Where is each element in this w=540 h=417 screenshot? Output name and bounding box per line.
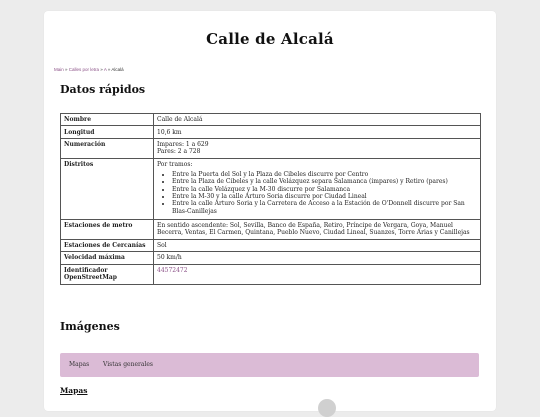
row-label: Identificador OpenStreetMap xyxy=(61,264,154,284)
row-value: Calle de Alcalá xyxy=(154,114,481,126)
table-row xyxy=(61,138,481,158)
row-label: Velocidad máxima xyxy=(61,252,154,264)
quick-facts-heading: Datos rápidos xyxy=(60,83,146,96)
scroll-to-top-button[interactable] xyxy=(318,399,336,417)
row-value xyxy=(154,264,481,284)
breadcrumb-separator: » xyxy=(99,67,104,72)
row-value xyxy=(154,138,481,158)
images-heading: Imágenes xyxy=(60,320,120,333)
odd-numbers: Impares: 1 a 629 xyxy=(157,141,209,149)
list-item: • Entre la calle Velázquez y la M-30 discurre por Salamanca xyxy=(172,186,477,193)
breadcrumb-current: Alcalá xyxy=(111,67,124,72)
row-label: Distritos xyxy=(61,158,154,219)
table-row xyxy=(61,126,481,138)
table-row xyxy=(61,220,481,240)
tab-general-views[interactable]: Vistas generales xyxy=(103,361,154,368)
row-value xyxy=(154,158,481,219)
breadcrumb-streets-by-letter-link[interactable]: Calles por letra xyxy=(68,67,100,72)
row-label: Longitud xyxy=(61,126,154,138)
breadcrumb-letter-link[interactable]: A xyxy=(103,67,107,72)
row-label: Estaciones de Cercanías xyxy=(61,239,154,251)
quick-facts-table xyxy=(60,113,481,285)
list-item: • Entre la calle Arturo Soria y la Carretera de Acceso a la Estación de O'Donnell discurre por San Blas-Canillejas xyxy=(172,200,477,215)
table-row xyxy=(61,264,481,284)
table-row xyxy=(61,239,481,251)
list-item: • Entre la Plaza de Cibeles y la calle Velázquez separa Salamanca (impares) y Retiro (pares) xyxy=(172,178,477,185)
list-item: • Entre la M-30 y la calle Arturo Soria discurre por Ciudad Lineal xyxy=(172,193,477,200)
osm-id-link[interactable]: 44572472 xyxy=(157,266,188,274)
breadcrumb-separator: » xyxy=(106,67,112,72)
even-numbers: Pares: 2 a 728 xyxy=(157,148,201,156)
districts-intro: Por tramos: xyxy=(157,160,193,168)
row-label: Nombre xyxy=(61,114,154,126)
row-value: 50 km/h xyxy=(154,252,481,264)
tab-maps[interactable]: Mapas xyxy=(69,361,90,368)
table-row xyxy=(61,114,481,126)
districts-list xyxy=(157,171,477,215)
table-row xyxy=(61,252,481,264)
row-label: Numeración xyxy=(61,138,154,158)
row-label: Estaciones de metro xyxy=(61,220,154,240)
content-card xyxy=(44,11,496,411)
row-value: En sentido ascendente: Sol, Sevilla, Banco de España, Retiro, Príncipe de Vergara, Goya, Manuel Becerra, Ventas, El Carmen, Quintana, Pueblo Nuevo, Ciudad Lineal, Suanzes, Torre Arias y Canillejas xyxy=(154,220,481,240)
image-tabs-bar xyxy=(60,353,479,377)
row-value: 10,6 km xyxy=(154,126,481,138)
table-row xyxy=(61,158,481,219)
breadcrumb-separator: » xyxy=(63,67,69,72)
breadcrumb xyxy=(54,67,124,72)
row-value: Sol xyxy=(154,239,481,251)
maps-subheading: Mapas xyxy=(60,386,88,395)
breadcrumb-main-link[interactable]: Main xyxy=(54,67,64,72)
page-title: Calle de Alcalá xyxy=(206,30,334,48)
list-item: • Entre la Puerta del Sol y la Plaza de Cibeles discurre por Centro xyxy=(172,171,477,178)
